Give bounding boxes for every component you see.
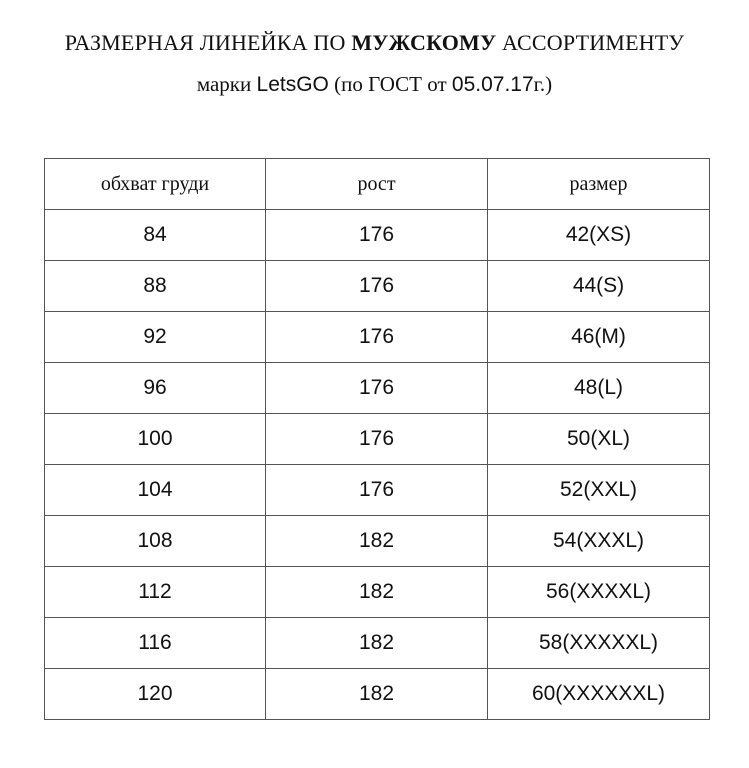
title-prefix: РАЗМЕРНАЯ ЛИНЕЙКА ПО — [64, 30, 352, 55]
cell-height: 182 — [266, 516, 488, 567]
cell-size: 48(L) — [488, 363, 710, 414]
table-row — [45, 210, 710, 261]
cell-size: 44(S) — [488, 261, 710, 312]
subtitle-suffix: г.) — [533, 72, 553, 96]
cell-height: 176 — [266, 465, 488, 516]
cell-chest-girth: 84 — [45, 210, 266, 261]
brand-name: LetsGO — [256, 73, 329, 96]
table-row — [45, 414, 710, 465]
header-size: размер — [488, 159, 710, 210]
cell-height: 176 — [266, 312, 488, 363]
table-row — [45, 618, 710, 669]
cell-size: 52(XXL) — [488, 465, 710, 516]
cell-chest-girth: 112 — [45, 567, 266, 618]
table-header-row — [45, 159, 710, 210]
cell-size: 56(XXXXL) — [488, 567, 710, 618]
subtitle-prefix: марки — [196, 72, 257, 96]
cell-height: 182 — [266, 618, 488, 669]
table-row — [45, 567, 710, 618]
table-row — [45, 465, 710, 516]
cell-chest-girth: 116 — [45, 618, 266, 669]
title-bold-word: МУЖСКОМУ — [351, 30, 497, 55]
cell-chest-girth: 100 — [45, 414, 266, 465]
table-row — [45, 516, 710, 567]
cell-chest-girth: 96 — [45, 363, 266, 414]
cell-chest-girth: 120 — [45, 669, 266, 720]
cell-height: 176 — [266, 363, 488, 414]
cell-size: 60(XXXXXXL) — [488, 669, 710, 720]
header-height: рост — [266, 159, 488, 210]
cell-size: 58(XXXXXL) — [488, 618, 710, 669]
cell-chest-girth: 88 — [45, 261, 266, 312]
cell-height: 176 — [266, 414, 488, 465]
table-row — [45, 312, 710, 363]
cell-height: 176 — [266, 261, 488, 312]
cell-size: 42(XS) — [488, 210, 710, 261]
table-row — [45, 261, 710, 312]
cell-size: 46(M) — [488, 312, 710, 363]
table-row — [45, 363, 710, 414]
cell-size: 50(XL) — [488, 414, 710, 465]
cell-chest-girth: 108 — [45, 516, 266, 567]
table-row — [45, 669, 710, 720]
cell-size: 54(XXXL) — [488, 516, 710, 567]
header-chest-girth: обхват груди — [45, 159, 266, 210]
title-suffix: АССОРТИМЕНТУ — [496, 30, 685, 55]
cell-height: 182 — [266, 567, 488, 618]
subtitle-middle: (по ГОСТ от — [328, 72, 452, 96]
page-title — [0, 30, 749, 56]
cell-height: 176 — [266, 210, 488, 261]
cell-chest-girth: 104 — [45, 465, 266, 516]
page-subtitle — [0, 72, 749, 97]
cell-height: 182 — [266, 669, 488, 720]
size-table — [44, 158, 710, 720]
gost-date: 05.07.17 — [451, 73, 534, 96]
cell-chest-girth: 92 — [45, 312, 266, 363]
